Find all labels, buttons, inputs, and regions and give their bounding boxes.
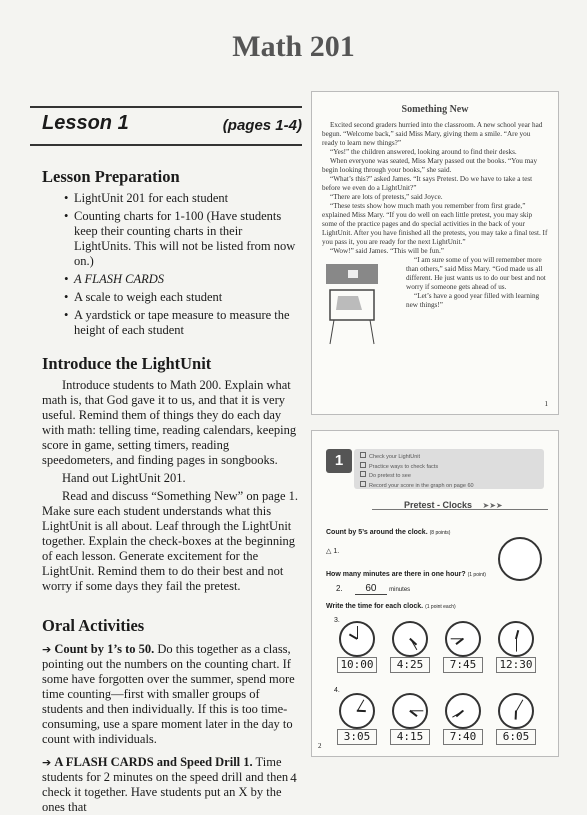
checkbox-icon [360,452,366,458]
story-paragraph: “There are lots of pretests,” said Joyce. [330,193,443,201]
clock-icon [445,693,481,729]
clock-item: 10:00 [336,621,378,673]
intro-paragraph: Introduce students to Math 200. Explain what math is, that God gave it to us, and that it is very useful. Remind them of things they do each day with math: telling time, reading calendars, keeping score in game, setting timers, reading speedometers, and finding pages in songbooks. [42,378,297,467]
clock-icon [339,693,375,729]
page-title: Math 201 [232,30,355,63]
clock-icon [445,621,481,657]
story-paragraph: When everyone was seated, Miss Mary passed out the books. “You may begin looking through your books,” she said. [322,157,538,174]
checkbox-icon [360,471,366,477]
clock-item: 7:45 [442,621,484,673]
story-body [312,121,558,348]
story-title: Something New [401,104,469,115]
lesson-header [30,106,302,146]
story-paragraph: “Let’s have a good year filled with learning new things!” [406,292,540,309]
clock-icon [392,693,428,729]
prep-item: • A scale to weigh each student [30,290,302,305]
clock-item: 4:25 [389,621,431,673]
hour-hand [515,711,517,720]
minute-hand [516,700,523,712]
clock-item: 3:05 [336,693,378,745]
story-page-number: 1 [544,400,548,408]
arrow-right-icon: ➔ [42,643,52,656]
prep-item: • A FLASH CARDS [30,272,302,287]
counting-clock [498,537,542,586]
oral-heading: Oral Activities [42,616,145,635]
lesson-pages: (pages 1-4) [222,117,302,134]
story-paragraph: “These tests show how much math you remember from first grade,” explained Miss Mary. “If you do well on each little pretest, you may skip some of the practice pages and do special activities in the back of your LightUnit. After you have finished all the pretests, you may take a final test. If you pass it, you are ready for the next LightUnit.” [322,202,548,246]
story-paragraph: “I am sure some of you will remember more than others,” said Miss Mary. “God made us all different. He just wants us to do our best and not worry if someone gets ahead of us. [406,256,546,291]
row-4-number: 4. [334,687,340,694]
checklist-item: Check your LightUnit [354,452,544,462]
question-3: Write the time for each clock. (1 point each) [326,603,456,610]
story-paragraph: “What’s this?” asked James. “It says Pretest. Do we have to take a test before we even do a LightUnit?” [322,175,533,192]
story-page-thumbnail [311,91,559,415]
clock-row-4 [336,693,537,745]
clock-icon [339,621,375,657]
classroom-illustration [318,256,396,348]
checklist-item: Record your score in the graph on page 60 [354,481,544,491]
intro-heading: Introduce the LightUnit [42,354,212,373]
clock-row-3 [336,621,537,673]
lesson-column [30,106,302,815]
worksheet-page-number: 2 [318,742,322,750]
story-paragraph: “Yes!” the children answered, looking around to find their desks. [330,148,517,156]
row-3-number: 3. [334,617,340,624]
question-2: How many minutes are there in one hour? (1 point) [326,571,486,578]
clock-icon [498,621,534,657]
minute-hand [357,626,358,639]
intro-paragraph: Hand out LightUnit 201. [62,471,186,485]
oral-activity: ➔ Count by 1’s to 50. Do this together as a class, pointing out the numbers on the counting chart. If some have forgotten over the summer, spend more time counting—first with smaller groups of students and then individually. If this is too time-consuming, use a spare moment later in the day to count with individuals. [42,642,295,746]
lesson-badge: 1 [326,449,352,473]
question-1-number: △ 1. [326,548,340,555]
story-paragraph: Excited second graders hurried into the classroom. A new school year had begun. “Welcome back,” said Miss Mary, giving them a smile. “Are you ready to learn new things?” [322,121,543,147]
question-2-answer: 2. 60 minutes [336,583,411,594]
clock-icon [498,693,534,729]
page-number: 4 [290,770,297,785]
story-illustration-row [312,256,558,348]
minute-hand [516,639,517,652]
worksheet-thumbnail [311,430,559,757]
prep-list [30,191,302,338]
prep-item: • Counting charts for 1-100 (Have students keep their counting charts in their LightUnits. This will not be listed from now on.) [30,209,302,269]
checklist-item: Do pretest to see [354,471,544,481]
checkbox-icon [360,481,366,487]
prep-item: • A yardstick or tape measure to measure the height of each student [30,308,302,338]
lesson-label: Lesson 1 [42,112,129,134]
arrows-icon: ➤➤➤ [482,501,503,510]
prep-heading: Lesson Preparation [42,167,180,186]
clock-item: 12:30 [495,621,537,673]
intro-paragraph: Read and discuss “Something New” on page 1. Make sure each student understands what this LightUnit is all about. Leaf through the LightUnit together. Explain the check-boxes at the beginning of each lesson. Generate excitement for the LightUnit. Remind them to do their best and not worry if some days they fail the pretest. [42,489,299,593]
prep-item: • LightUnit 201 for each student [30,191,302,206]
story-paragraph: “Wow!” said James. “This will be fun.” [330,247,444,255]
clock-item: 6:05 [495,693,537,745]
triangle-icon: △ [326,548,332,555]
question-1: Count by 5’s around the clock. (8 points) [326,529,451,536]
clock-icon [392,621,428,657]
checkbox-icon [360,462,366,468]
clock-item: 4:15 [389,693,431,745]
pretest-title: Pretest - Clocks [404,500,473,510]
pretest-header [372,495,548,510]
oral-activity: ➔ A FLASH CARDS and Speed Drill 1. Time students for 2 minutes on the speed drill and then check it together. Have students put an X by the ones that [42,755,289,814]
clock-item: 7:40 [442,693,484,745]
arrow-right-icon: ➔ [42,756,52,769]
lesson-checklist [354,449,544,489]
checklist-item: Practice ways to check facts [354,462,544,472]
